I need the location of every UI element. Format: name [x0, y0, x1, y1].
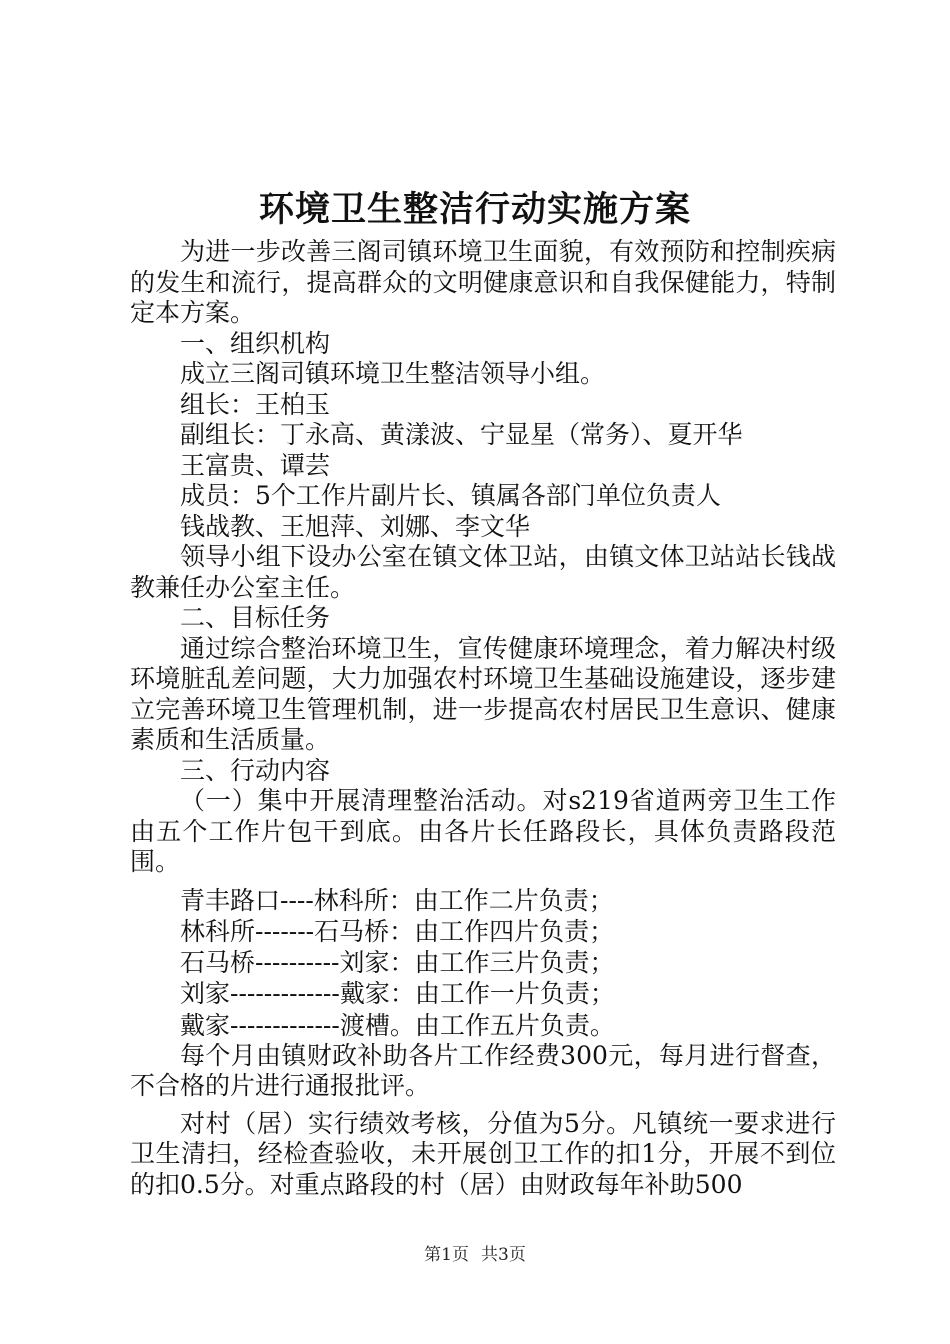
paragraph-office: 领导小组下设办公室在镇文体卫站，由镇文体卫站站长钱战教兼任办公室主任。 [130, 542, 836, 602]
document-body [130, 237, 836, 1200]
route-item: 林科所-------石马桥：由工作四片负责； [180, 916, 615, 946]
intro-paragraph: 为进一步改善三阁司镇环境卫生面貌，有效预防和控制疾病的发生和流行，提高群众的文明健康意识和自我保健能力，特制定本方案。 [130, 237, 836, 327]
route-item: 刘家-------------戴家：由工作一片负责； [180, 979, 615, 1009]
route-item: 青丰路口----林科所：由工作二片负责； [180, 885, 614, 915]
paragraph-assessment: 对村（居）实行绩效考核，分值为5分。凡镇统一要求进行卫生清扫，经检查验收，未开展创卫工作的扣1分，开展不到位的扣0.5分。对重点路段的村（居）由财政每年补助500 [130, 1108, 836, 1199]
page-total: 共3页 [481, 1245, 526, 1265]
paragraph-members-cont: 钱战教、王旭萍、刘娜、李文华 [180, 511, 531, 541]
section-heading-goals: 二、目标任务 [180, 603, 331, 632]
route-item: 石马桥----------刘家：由工作三片负责； [180, 948, 615, 978]
paragraph-group-leader: 组长：王柏玉 [180, 389, 331, 419]
paragraph-deputy-leaders-cont: 王富贵、谭芸 [180, 450, 331, 480]
route-item: 戴家-------------渡槽。由工作五片负责。 [180, 1010, 615, 1040]
document-title: 环境卫生整洁行动实施方案 [258, 189, 691, 230]
paragraph-funding: 每个月由镇财政补助各片工作经费300元，每月进行督查，不合格的片进行通报批评。 [130, 1040, 836, 1101]
paragraph-deputy-leaders: 副组长：丁永高、黄漾波、宁显星（常务）、夏开华 [180, 420, 743, 449]
paragraph-members: 成员：5个工作片副片长、镇属各部门单位负责人 [180, 481, 721, 510]
paragraph-leading-group: 成立三阁司镇环境卫生整洁领导小组。 [180, 359, 606, 388]
paragraph-goals: 通过综合整治环境卫生，宣传健康环境理念，着力解决村级环境脏乱差问题，大力加强农村环境卫生基础设施建设，逐步建立完善环境卫生管理机制，进一步提高农村居民卫生意识、健康素质和生活质量。 [130, 633, 836, 754]
section-heading-actions: 三、行动内容 [180, 755, 331, 785]
paragraph-action-one: （一）集中开展清理整治活动。对s219省道两旁卫生工作由五个工作片包干到底。由各片长任路段长，具体负责路段范围。 [130, 786, 836, 876]
section-heading-organization: 一、组织机构 [180, 328, 331, 358]
route-list [130, 885, 836, 1041]
page-footer [0, 1243, 950, 1267]
page-number: 第1页 [424, 1245, 469, 1265]
